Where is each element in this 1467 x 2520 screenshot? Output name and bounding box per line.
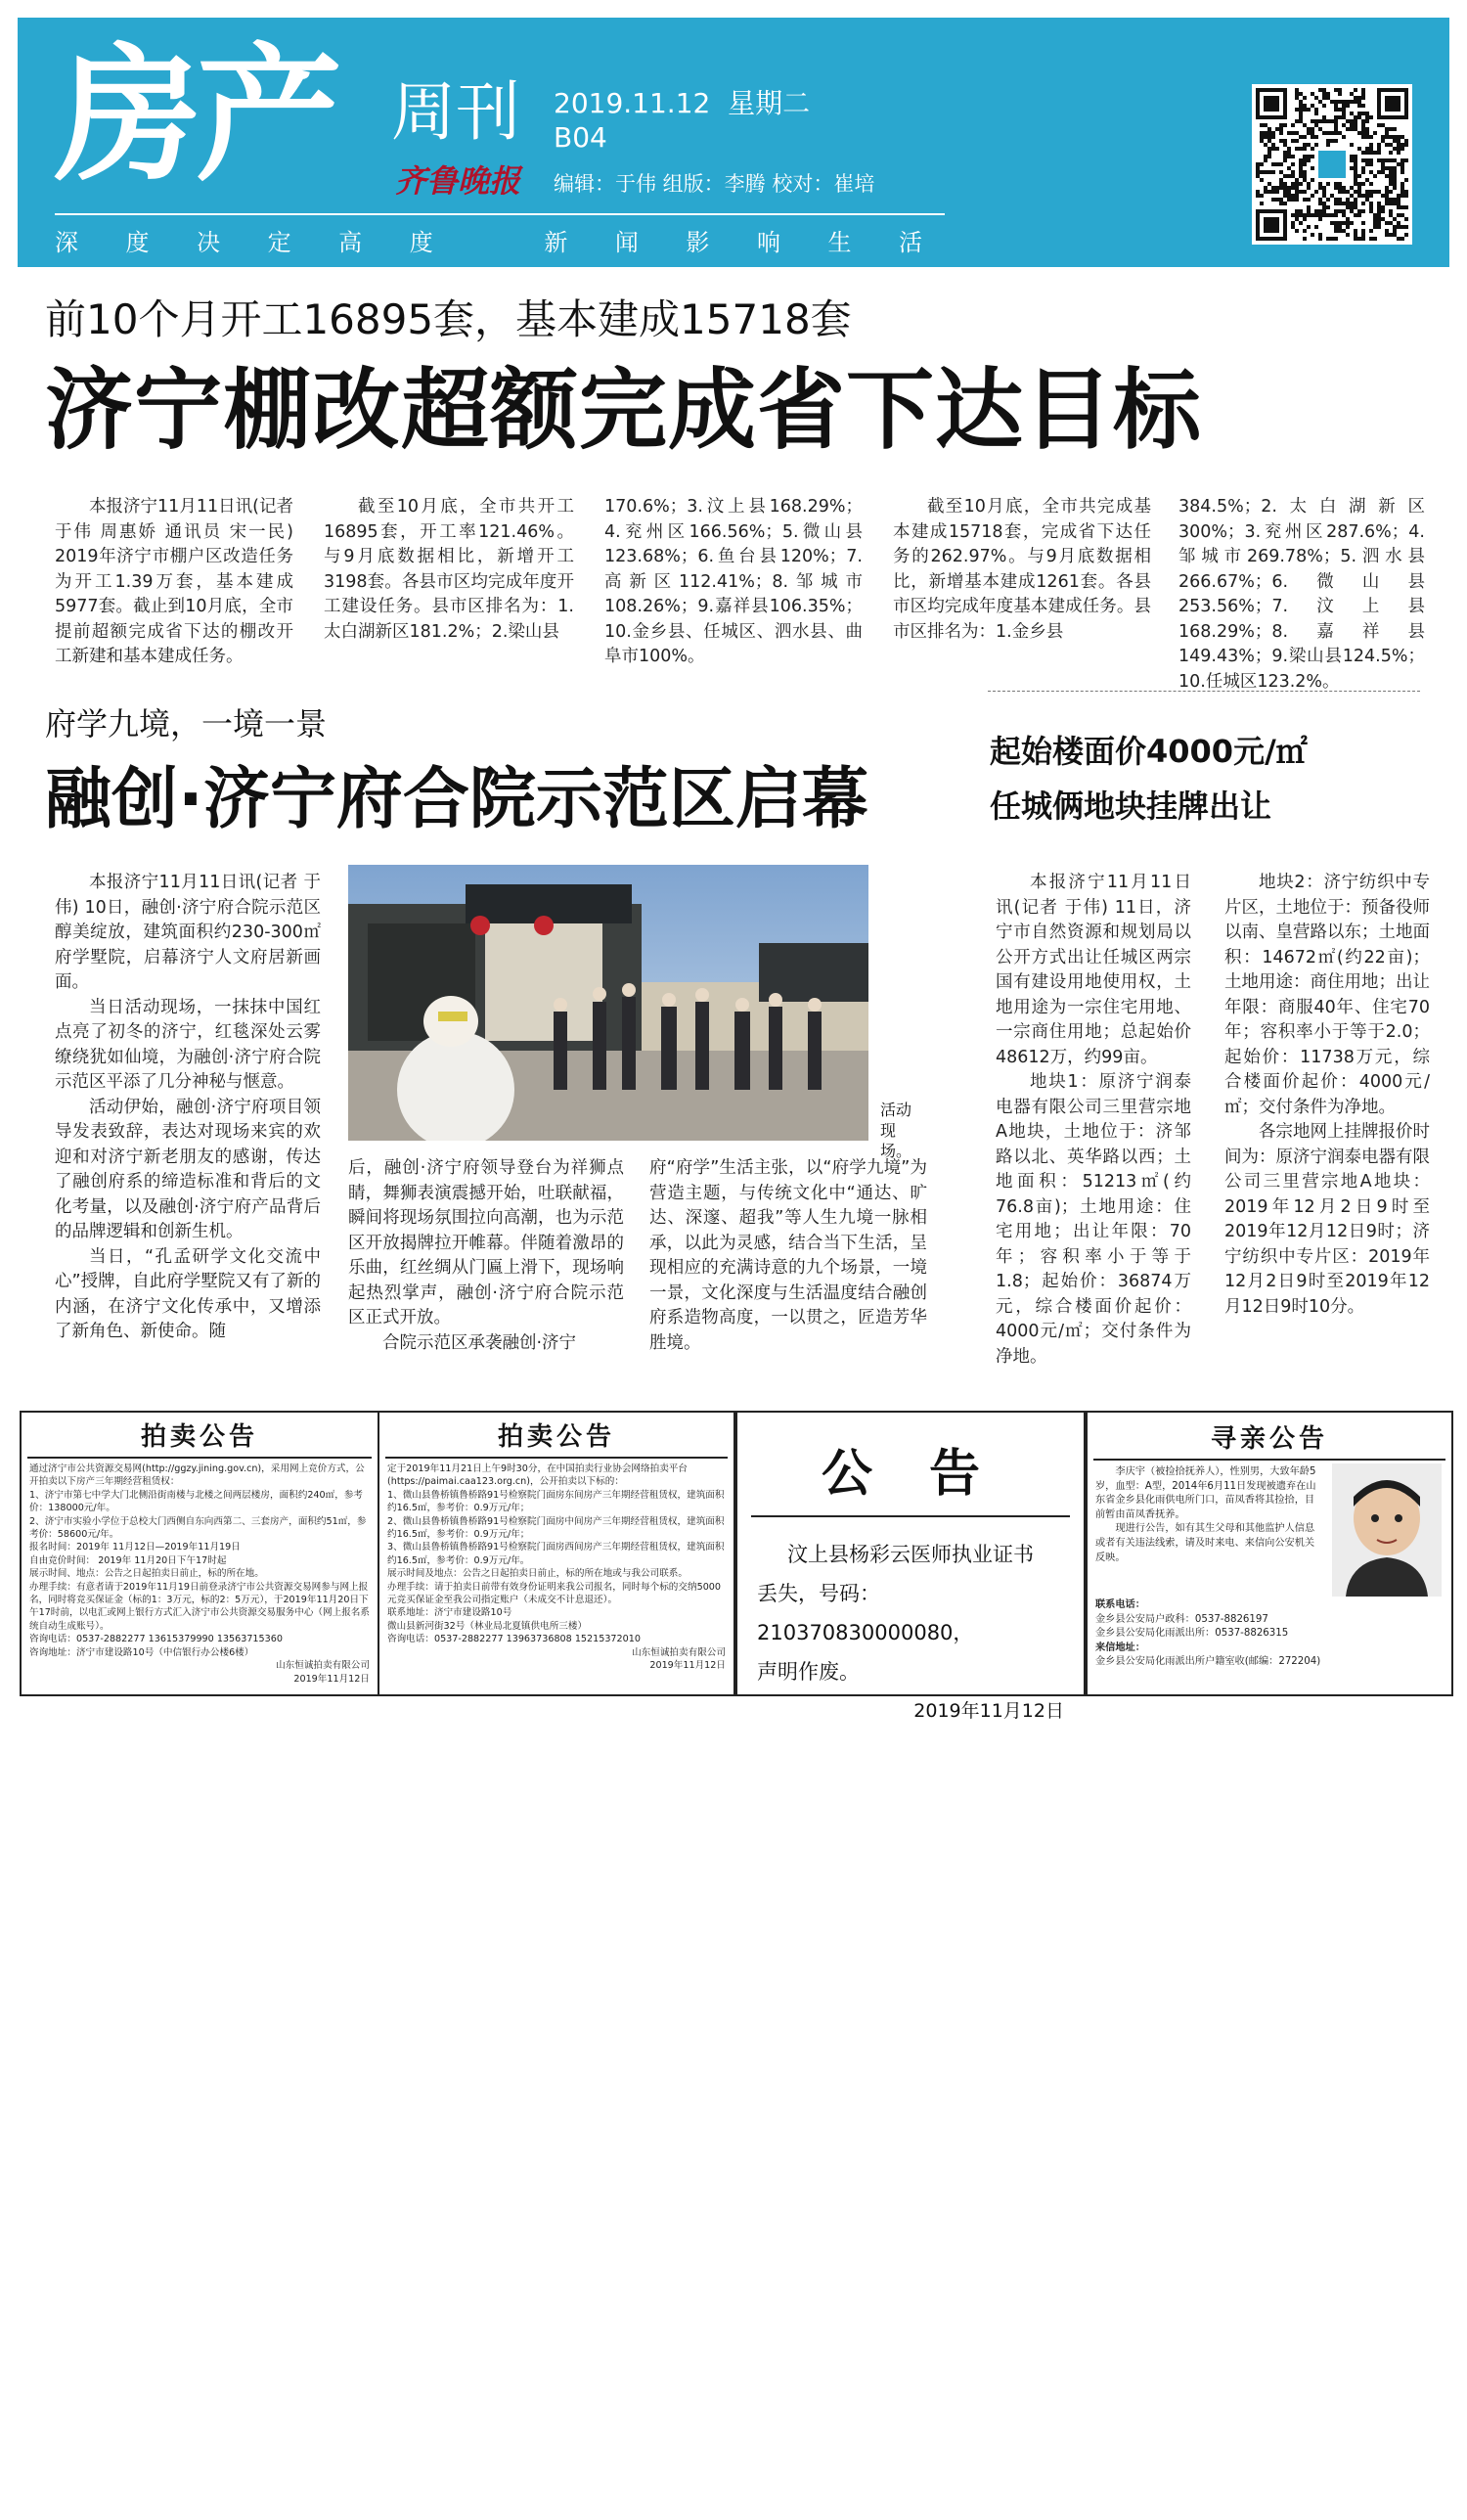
contact-line: 金乡县公安局户政科：0537-8826197 xyxy=(1095,1613,1268,1625)
ad-line: 1、济宁市第七中学大门北侧沿街南楼与北楼之间两层楼房，面积约240㎡，参考价：138000元/年。 xyxy=(29,1489,364,1514)
article1-headline: 济宁棚改超额完成省下达目标 xyxy=(45,359,1202,462)
article3-paragraph: 地块2：济宁纺织中专片区，土地位于：预备役师以南、皇营路以东；土地面积：14672㎡(约22亩)；土地用途：商住用地；出让年限：商服40年、住宅70年；容积率小于等于2.0；起始价：11738万元，综合楼面价起价：4000元/㎡；交付条件为净地。 xyxy=(1224,873,1430,1117)
ad-signer: 山东恒诚拍卖有限公司 xyxy=(276,1660,370,1672)
ad-signer: 山东恒诚拍卖有限公司 xyxy=(632,1646,726,1658)
ad-line: 2、济宁市实验小学位于总校大门西侧自东向西第二、三套房产，面积约51㎡，参考价：58600元/年。 xyxy=(29,1515,367,1541)
ad-line: 现进行公告，如有其生父母和其他监护人信息或者有关违法线索，请及时来电、来信向公安机关反映。 xyxy=(1095,1523,1315,1563)
page-number: B04 xyxy=(554,121,607,154)
ad-title: 寻亲公告 xyxy=(1210,1424,1328,1454)
ad-line: 咨询地址：济宁市建设路10号（中信银行办公楼6楼） xyxy=(29,1646,254,1658)
article1-col3 xyxy=(604,495,863,670)
ad-line: 报名时间：2019年 11月12日—2019年11月19日 xyxy=(29,1542,241,1553)
ad-line: 李庆宇（被捡拾抚养人），性别男，大致年龄5岁，血型：A型，2014年6月11日发现被遗弃在山东省金乡县化雨供电所门口，苗凤香将其捡拾，目前暂由苗凤香抚养。 xyxy=(1095,1466,1316,1520)
article2-paragraph: 当日，“孔孟研学文化交流中心”授牌，自此府学墅院又有了新的内涵，在济宁文化传承中，又增添了新角色、新使命。随 xyxy=(55,1246,321,1341)
notice-body xyxy=(737,1535,1084,1731)
article2-paragraph: 府“府学”生活主张，以“府学九境”为营造主题，与传统文化中“通达、旷达、深邃、超我”等人生九境一脉相承，以此为灵感，结合当下生活，呈现相应的充满诗意的九个场景，一境一景，文化深度与生活温度结合融创府系造物高度，一以贯之，匠造芳华胜境。 xyxy=(649,1158,927,1353)
child-photo xyxy=(1332,1463,1442,1597)
article1-col2 xyxy=(324,495,574,645)
slogan-char: 新 xyxy=(544,229,568,256)
slogan-char: 响 xyxy=(756,229,780,256)
article2-paragraph: 本报济宁11月11日讯(记者 于伟) 10日，融创·济宁府合院示范区醇美绽放，建筑面积约230-300㎡府学墅院，启幕济宁人文府居新画面。 xyxy=(55,873,321,992)
article3-col2 xyxy=(1224,871,1430,1320)
ad-date: 2019年11月12日 xyxy=(649,1660,726,1672)
ad-line: 1、微山县鲁桥镇鲁桥路91号检察院门面房东间房产三年期经营租赁权，建筑面积约16.5㎡，参考价：0.9万元/年； xyxy=(387,1489,725,1514)
article1-col5 xyxy=(1178,495,1425,695)
ad-line: 办理手续：请于拍卖日前带有效身份证明来我公司报名，同时每个标的交纳5000元竞买保证金至我公司指定账户（未成交不计息退还）。 xyxy=(387,1581,722,1606)
auction-notice-1 xyxy=(20,1411,379,1696)
contact-line: 金乡县公安局化雨派出所：0537-8826315 xyxy=(1095,1628,1289,1640)
ad-title-rule xyxy=(385,1457,728,1459)
ad-line: 微山县新河街32号（林业局北夏镇供电所三楼） xyxy=(387,1620,588,1632)
article3-col1 xyxy=(996,871,1191,1370)
slogan-char: 深 xyxy=(55,229,78,256)
lost-certificate-notice xyxy=(735,1411,1086,1722)
notice-line: 声明作废。 xyxy=(757,1660,860,1684)
ad-title: 拍卖公告 xyxy=(140,1422,258,1452)
article2-subhead: 府学九境，一境一景 xyxy=(45,705,328,742)
article2-paragraph: 活动伊始，融创·济宁府项目领导发表致辞，表达对现场来宾的欢迎和对济宁新老朋友的感谢，传达了融创府系的缔造标准和背后的文化考量，以及融创·济宁府产品背后的品牌逻辑和创新生机。 xyxy=(55,1097,321,1241)
slogan-char: 高 xyxy=(338,229,363,256)
ad-line: 展示时间、地点：公告之日起拍卖日前止，标的所在地。 xyxy=(29,1568,264,1580)
article1-paragraph: 170.6%；3.汶上县168.29%；4.兖州区166.56%；5.微山县123.68%；6.鱼台县120%；7.高新区112.41%；8.邹城市108.26%；9.嘉祥县106.35%；10.金乡县、任城区、泗水县、曲阜市100%。 xyxy=(604,497,863,666)
notice-line: 汶上县杨彩云医师执业证书 xyxy=(787,1543,1034,1566)
article3-paragraph: 地块1：原济宁润泰电器有限公司三里营宗地A地块，土地位于：济邹路以北、英华路以西；土地面积：51213㎡(约76.8亩)；土地用途：住宅用地；出让年限：70年；容积率小于等于1.8；起始价：36874万元，综合楼面价起价：4000元/㎡；交付条件为净地。 xyxy=(996,1072,1191,1367)
article3-headline-2: 任城俩地块挂牌出让 xyxy=(990,788,1272,825)
address-label: 来信地址： xyxy=(1095,1642,1145,1653)
article2-paragraph: 当日活动现场，一抹抹中国红点亮了初冬的济宁，红毯深处云雾缭绕犹如仙境，为融创·济宁府合院示范区平添了几分神秘与惬意。 xyxy=(55,997,321,1092)
weekday-text: 星期二 xyxy=(728,87,811,119)
logo-weekly: 周刊 xyxy=(391,74,520,150)
newspaper-logo: 齐鲁晚报 xyxy=(395,162,521,200)
masthead-divider xyxy=(55,213,945,215)
slogan-char: 决 xyxy=(197,229,221,256)
event-photo xyxy=(348,865,868,1141)
ad-title-rule xyxy=(1093,1459,1445,1461)
auction-notice-2 xyxy=(378,1411,735,1696)
logo-fangchan: 房产 xyxy=(55,31,337,202)
ad-date: 2019年11月12日 xyxy=(293,1673,370,1685)
article3-paragraph: 各宗地网上挂牌报价时间为：原济宁润泰电器有限公司三里营宗地A地块：2019年12月2日9时至2019年12月12日9时；济宁纺织中专片区：2019年12月2日9时至2019年12月12日9时10分。 xyxy=(1224,1122,1430,1317)
auction2-body xyxy=(379,1462,734,1673)
ad-line: 3、微山县鲁桥镇鲁桥路91号检察院门面房西间房产三年期经营租赁权，建筑面积约16.5㎡，参考价：0.9万元/年。 xyxy=(387,1542,725,1566)
article1-paragraph: 本报济宁11月11日讯(记者 于伟 周惠娇 通讯员 宋一民) 2019年济宁市棚户区改造任务为开工1.39万套，基本建成5977套。截止到10月底，全市提前超额完成省下达的棚改开工新建和基本建成任务。 xyxy=(55,497,293,666)
ad-line: 2、微山县鲁桥镇鲁桥路91号检察院门面房中间房产三年期经营租赁权，建筑面积约16.5㎡，参考价：0.9万元/年； xyxy=(387,1515,725,1541)
slogan-char: 活 xyxy=(899,229,923,256)
ad-title: 拍卖公告 xyxy=(497,1422,615,1452)
search-contacts xyxy=(1095,1598,1444,1670)
article1-subhead: 前10个月开工16895套，基本建成15718套 xyxy=(45,295,852,343)
slogan-char: 闻 xyxy=(614,229,639,256)
article1-col4 xyxy=(893,495,1151,645)
ad-line: 联系地址：济宁市建设路10号 xyxy=(387,1607,512,1619)
ad-line: 咨询电话：0537-2882277 13963736808 15215372010 xyxy=(387,1634,641,1645)
article1-paragraph: 384.5%；2.太白湖新区300%；3.兖州区287.6%；4.邹城市269.78%；5.泗水县266.67%；6.微山县253.56%；7.汶上县168.29%；8.嘉祥县149.43%；9.梁山县124.5%；10.任城区123.2%。 xyxy=(1178,497,1425,692)
article2-paragraph: 合院示范区承袭融创·济宁 xyxy=(382,1332,577,1353)
article2-paragraph: 后，融创·济宁府领导登台为祥狮点睛，舞狮表演震撼开始，吐联献福，瞬间将现场氛围拉向高潮，也为示范区开放揭牌拉开帷幕。伴随着激昂的乐曲，红丝绸从门匾上滑下，现场响起热烈掌声，融创·济宁府合院示范区正式开放。 xyxy=(348,1158,624,1328)
slogan-char: 影 xyxy=(686,229,710,256)
search-body xyxy=(1095,1465,1322,1565)
slogan-char: 度 xyxy=(409,229,433,256)
issue-date xyxy=(554,82,810,121)
address-line: 金乡县公安局化雨派出所户籍室收(邮编：272204) xyxy=(1095,1656,1321,1668)
ad-line: 通过济宁市公共资源交易网(http://ggzy.jining.gov.cn)，采用网上竞价方式，公开拍卖以下房产三年期经营租赁权： xyxy=(29,1463,365,1488)
slogan-char: 定 xyxy=(267,229,291,256)
date-text: 2019.11.12 xyxy=(554,87,711,119)
ad-title-rule xyxy=(751,1515,1070,1517)
ad-line: 办理手续：有意者请于2019年11月19日前登录济宁市公共资源交易网参与网上报名，同时将竞买保证金（标的1：3万元，标的2：5万元），于2019年11月20日下午17时前，以电汇或网上银行方式汇入济宁市公共资源交易服务中心（网上报名系统自动生成账号）。 xyxy=(29,1581,370,1632)
auction1-body xyxy=(22,1462,378,1686)
staff-credits: 编辑：于伟 组版：李腾 校对：崔培 xyxy=(554,172,875,196)
ad-title: 公 告 xyxy=(821,1445,1000,1504)
article1-paragraph: 截至10月底，全市共完成基本建成15718套，完成省下达任务的262.97%。与9月底数据相比，新增基本建成1261套。各县市区均完成年度基本建成任务。县市区排名为：1.金乡县 xyxy=(893,497,1151,642)
photo-caption: 活动现场。 xyxy=(880,1101,912,1160)
ad-line: 展示时间及地点：公告之日起拍卖日前止，标的所在地或与我公司联系。 xyxy=(387,1568,688,1580)
article2-left-column xyxy=(55,871,321,1345)
article2-right-column xyxy=(649,1156,927,1356)
article1-paragraph: 截至10月底，全市共开工16895套，开工率121.46%。与9月底数据相比，新增开工3198套。各县市区均完成年度开工建设任务。县市区排名为：1.太白湖新区181.2%；2.梁山县 xyxy=(324,497,574,642)
contact-label: 联系电话： xyxy=(1095,1599,1145,1610)
article2-headline: 融创·济宁府合院示范区启幕 xyxy=(45,761,868,838)
article1-col1 xyxy=(55,495,293,670)
ad-line: 咨询电话：0537-2882277 13615379990 13563715360 xyxy=(29,1634,283,1645)
missing-person-notice xyxy=(1086,1411,1453,1696)
article2-mid-column xyxy=(348,1156,624,1356)
ad-line: 定于2019年11月21日上午9时30分，在中国拍卖行业协会网络拍卖平台(https://paimai.caa123.org.cn)，公开拍卖以下标的： xyxy=(387,1463,688,1488)
article-divider xyxy=(988,691,1420,692)
slogan xyxy=(55,221,955,254)
slogan-char: 度 xyxy=(125,229,150,256)
ad-line: 自由竞价时间： 2019年 11月20日下午17时起 xyxy=(29,1554,227,1566)
slogan-char: 生 xyxy=(827,229,852,256)
ad-title-rule xyxy=(27,1457,372,1459)
qr-code-icon xyxy=(1252,84,1412,245)
article3-headline-1: 起始楼面价4000元/㎡ xyxy=(990,733,1308,770)
notice-line: 丢失，号码：210370830000080， xyxy=(757,1582,974,1644)
article3-paragraph: 本报济宁11月11日讯(记者 于伟) 11日，济宁市自然资源和规划局以公开方式出让任城区两宗国有建设用地使用权，土地用途为一宗住宅用地、一宗商住用地；总起始价48612万，约99亩。 xyxy=(996,873,1191,1067)
notice-date: 2019年11月12日 xyxy=(913,1700,1064,1722)
